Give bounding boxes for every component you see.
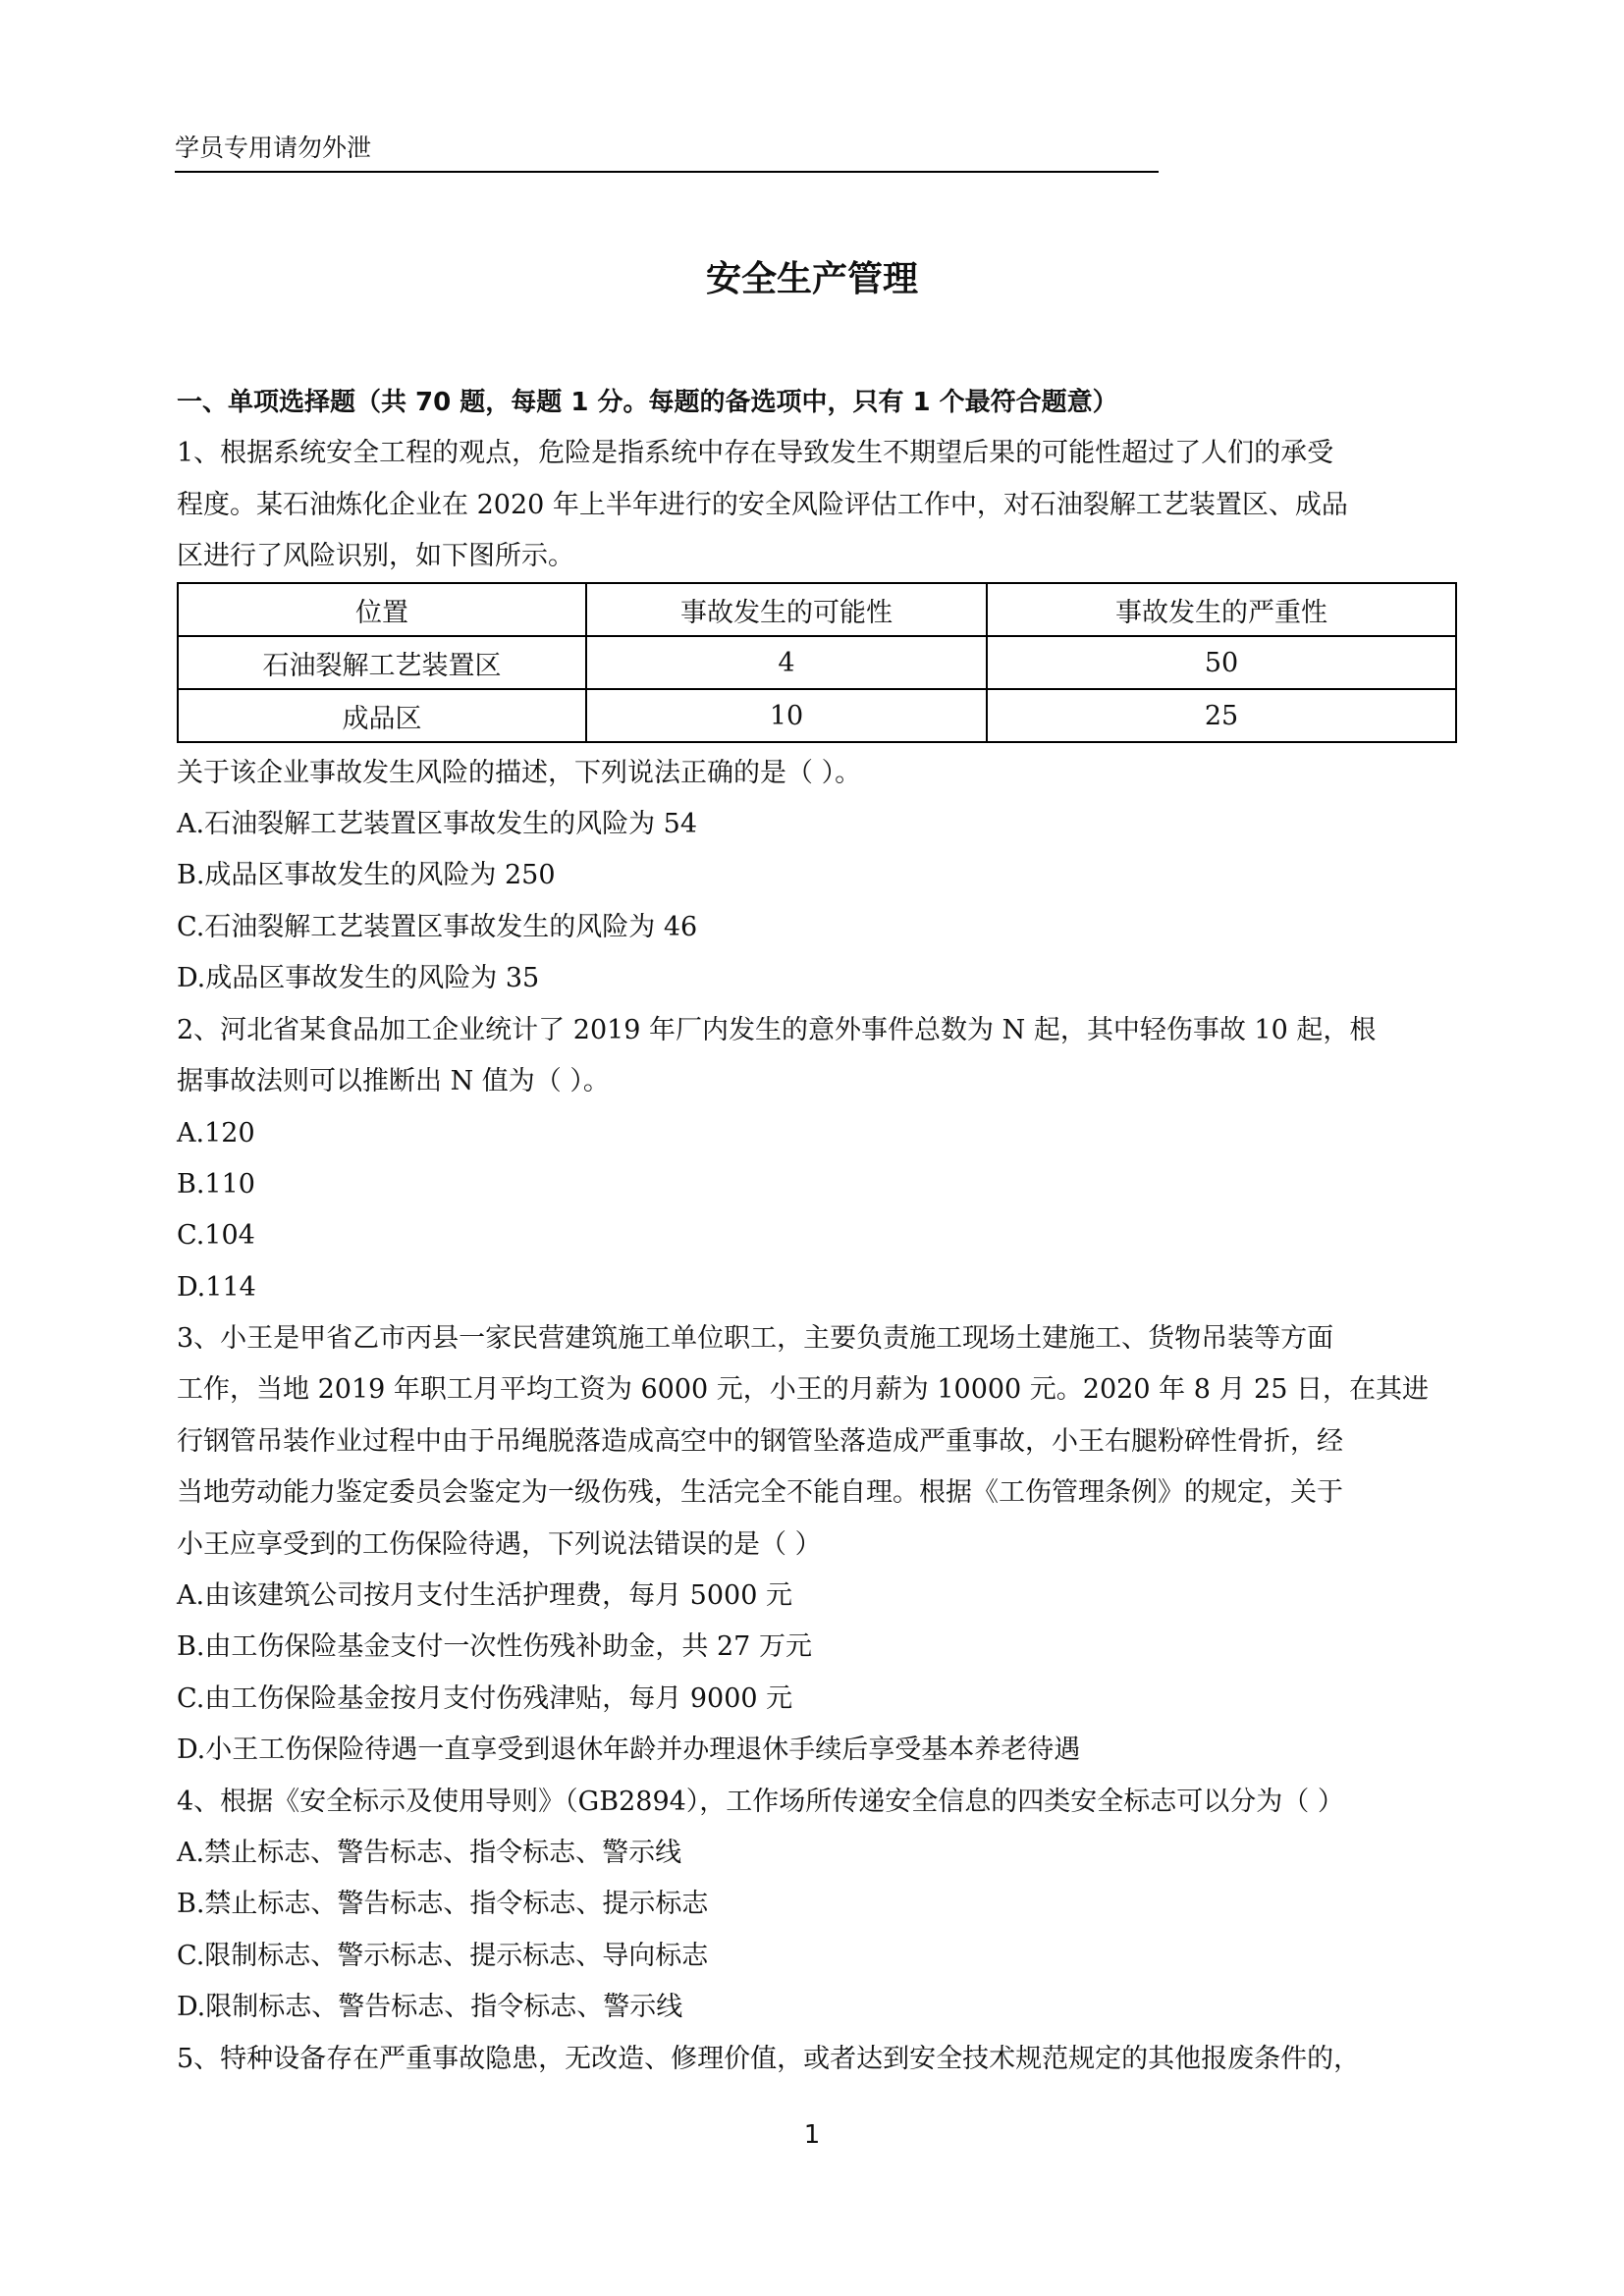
table-header-cell: 事故发生的可能性 bbox=[586, 583, 987, 636]
table-cell: 石油裂解工艺装置区 bbox=[178, 636, 586, 689]
q3-stem-line: 行钢管吊装作业过程中由于吊绳脱落造成高空中的钢管坠落造成严重事故，小王右腿粉碎性骨折，经 bbox=[177, 1426, 1343, 1457]
q2-stem-line: 据事故法则可以推断出 N 值为（ ）。 bbox=[177, 1066, 610, 1096]
q3-stem-line: 小王应享受到的工伤保险待遇，下列说法错误的是（ ） bbox=[177, 1529, 822, 1560]
q4-option-c: C.限制标志、警示标志、提示标志、导向标志 bbox=[177, 1941, 709, 1971]
risk-table-header-row bbox=[178, 583, 1456, 636]
table-cell: 10 bbox=[586, 689, 987, 742]
table-cell: 50 bbox=[987, 636, 1456, 689]
q2-option-d: D.114 bbox=[177, 1272, 256, 1303]
q3-option-b: B.由工伤保险基金支付一次性伤残补助金，共 27 万元 bbox=[177, 1631, 812, 1662]
page-header: 学员专用请勿外泄 bbox=[175, 133, 1159, 173]
risk-table bbox=[177, 582, 1457, 743]
q1-question: 关于该企业事故发生风险的描述，下列说法正确的是（ ）。 bbox=[177, 758, 862, 788]
table-cell: 4 bbox=[586, 636, 987, 689]
table-cell: 25 bbox=[987, 689, 1456, 742]
q1-stem-line: 区进行了风险识别，如下图所示。 bbox=[177, 541, 574, 571]
q1-option-c: C.石油裂解工艺装置区事故发生的风险为 46 bbox=[177, 912, 698, 942]
q1-stem-line: 程度。某石油炼化企业在 2020 年上半年进行的安全风险评估工作中，对石油裂解工艺装置区、成品 bbox=[177, 490, 1348, 520]
table-header-cell: 位置 bbox=[178, 583, 586, 636]
q3-stem-line: 3、小王是甲省乙市丙县一家民营建筑施工单位职工，主要负责施工现场土建施工、货物吊装等方面 bbox=[177, 1323, 1334, 1354]
q3-option-c: C.由工伤保险基金按月支付伤残津贴，每月 9000 元 bbox=[177, 1683, 793, 1714]
q1-option-a: A.石油裂解工艺装置区事故发生的风险为 54 bbox=[177, 809, 698, 839]
q4-stem-line: 4、根据《安全标示及使用导则》（GB2894），工作场所传递安全信息的四类安全标志可以分为（ ） bbox=[177, 1787, 1344, 1817]
table-header-cell: 事故发生的严重性 bbox=[987, 583, 1456, 636]
q5-stem-line: 5、特种设备存在严重事故隐患，无改造、修理价值，或者达到安全技术规范规定的其他报废条件的， bbox=[177, 2044, 1361, 2074]
q1-stem-line: 1、根据系统安全工程的观点，危险是指系统中存在导致发生不期望后果的可能性超过了人们的承受 bbox=[177, 438, 1334, 468]
q2-option-c: C.104 bbox=[177, 1220, 255, 1251]
q4-option-d: D.限制标志、警告标志、指令标志、警示线 bbox=[177, 1992, 683, 2022]
q2-option-b: B.110 bbox=[177, 1169, 255, 1200]
page-number: 1 bbox=[803, 2120, 821, 2150]
q3-option-d: D.小王工伤保险待遇一直享受到退休年龄并办理退休手续后享受基本养老待遇 bbox=[177, 1735, 1081, 1765]
q1-option-d: D.成品区事故发生的风险为 35 bbox=[177, 963, 540, 993]
q4-option-b: B.禁止标志、警告标志、指令标志、提示标志 bbox=[177, 1889, 709, 1919]
table-row bbox=[178, 689, 1456, 742]
table-cell: 成品区 bbox=[178, 689, 586, 742]
section-heading: 一、单项选择题（共 70 题，每题 1 分。每题的备选项中，只有 1 个最符合题意） bbox=[177, 388, 1118, 417]
q2-stem-line: 2、河北省某食品加工企业统计了 2019 年厂内发生的意外事件总数为 N 起，其中轻伤事故 10 起，根 bbox=[177, 1015, 1377, 1045]
q3-stem-line: 工作，当地 2019 年职工月平均工资为 6000 元，小王的月薪为 10000 元。2020 年 8 月 25 日，在其进 bbox=[177, 1374, 1429, 1405]
document-title: 安全生产管理 bbox=[705, 259, 918, 299]
table-row bbox=[178, 636, 1456, 689]
q3-stem-line: 当地劳动能力鉴定委员会鉴定为一级伤残，生活完全不能自理。根据《工伤管理条例》的规定，关于 bbox=[177, 1477, 1343, 1508]
q3-option-a: A.由该建筑公司按月支付生活护理费，每月 5000 元 bbox=[177, 1580, 792, 1611]
q2-option-a: A.120 bbox=[177, 1118, 255, 1148]
q1-option-b: B.成品区事故发生的风险为 250 bbox=[177, 860, 556, 890]
q4-option-a: A.禁止标志、警告标志、指令标志、警示线 bbox=[177, 1838, 682, 1868]
